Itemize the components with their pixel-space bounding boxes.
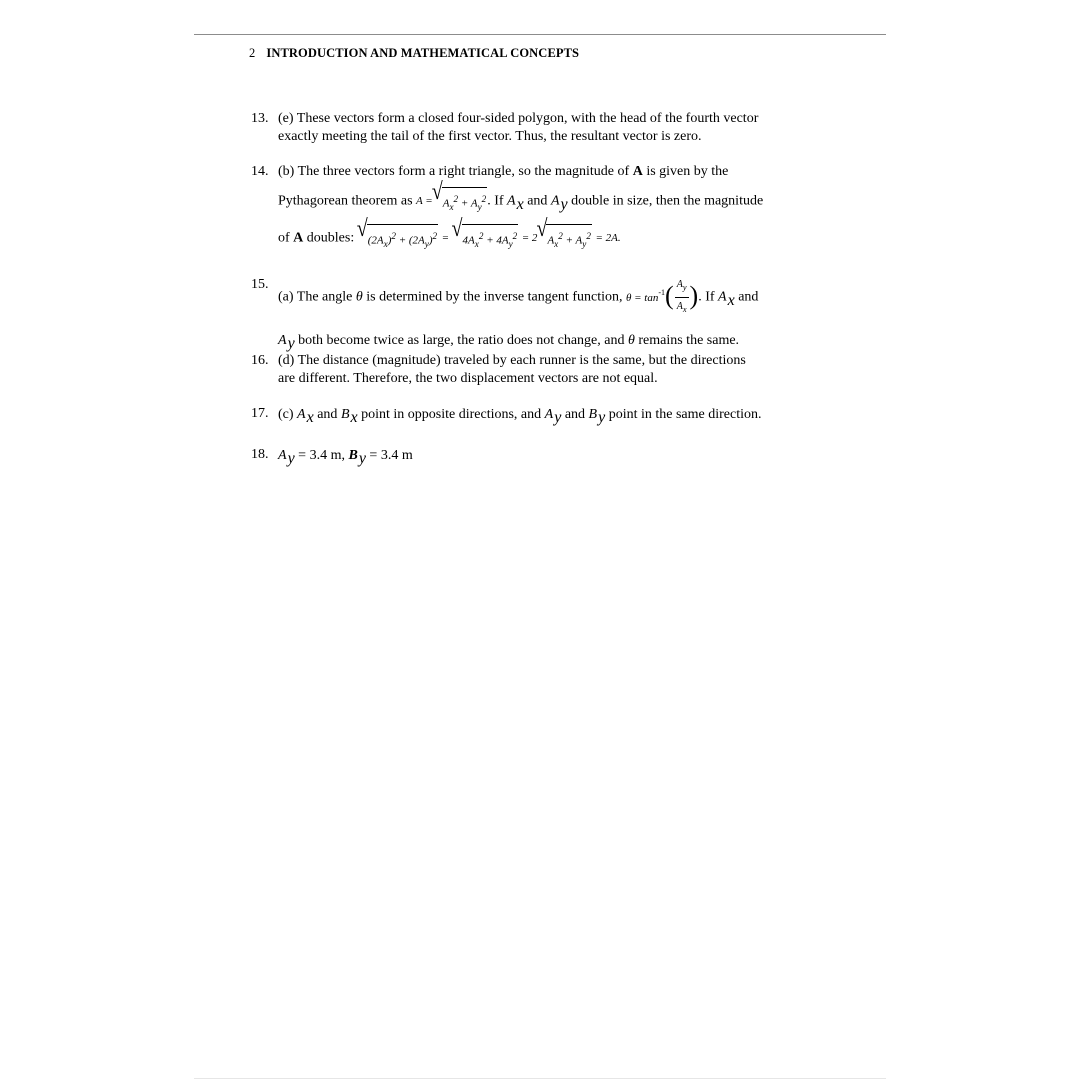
item-number: 17. — [251, 406, 269, 421]
answer-text-line — [278, 446, 861, 465]
var: B — [588, 407, 598, 422]
radicand: $(2A_x)^2 + (2A_y)^2$ — [367, 224, 438, 253]
fraction: $\frac{A_y}{A_x}$ — [675, 276, 689, 319]
answer-text-line: exactly meeting the tail of the first vector. Thus, the resultant vector is zero. — [278, 129, 702, 144]
answer-text-line — [278, 163, 861, 181]
answer-text-line — [278, 405, 861, 424]
answer-16 — [251, 352, 861, 388]
bold-vector: A — [293, 230, 304, 246]
text: . If — [698, 289, 719, 305]
text: is determined by the inverse tangent function, — [362, 289, 626, 305]
answer-text-line — [278, 187, 861, 216]
answer-text-line: (d) The distance (magnitude) traveled by each runner is the same, but the directions — [278, 353, 746, 368]
answer-text-line: are different. Therefore, the two displacement vectors are not equal. — [278, 371, 658, 386]
footer-rule — [194, 1078, 886, 1079]
sqrt-expression — [358, 224, 438, 253]
text: . If — [487, 193, 508, 209]
subscript: x — [727, 291, 735, 309]
subscript: y — [560, 195, 568, 213]
text: of — [278, 230, 294, 246]
sqrt-expression — [433, 187, 488, 216]
text: Pythagorean theorem as — [278, 193, 417, 209]
text: point in the same direction. — [605, 407, 762, 422]
math: = 2 — [521, 232, 538, 245]
var: A — [507, 193, 516, 209]
answer-17 — [251, 405, 861, 424]
answer-15 — [251, 276, 861, 350]
text: and — [313, 407, 341, 422]
radicand: $A_x^2 + A_y^2$ — [442, 187, 488, 216]
paren: ( — [665, 280, 674, 310]
chapter-title: INTRODUCTION AND MATHEMATICAL CONCEPTS — [266, 46, 580, 60]
sqrt-expression — [537, 224, 592, 253]
var: A — [297, 407, 306, 422]
var: A — [278, 333, 287, 348]
bold-vector: A — [632, 164, 643, 179]
answer-13 — [251, 110, 861, 146]
subscript: y — [554, 409, 562, 426]
subscript: x — [306, 409, 314, 426]
answer-text-line — [278, 224, 861, 253]
item-number: 18. — [251, 447, 269, 462]
answer-text-line: (e) These vectors form a closed four-sided polygon, with the head of the fourth vector — [278, 111, 759, 126]
text: = 3.4 m, — [294, 448, 349, 463]
running-header — [249, 46, 579, 61]
text: (a) The angle — [278, 289, 356, 305]
var: A — [718, 289, 727, 305]
math: = — [441, 232, 450, 245]
theta-symbol: θ — [355, 289, 363, 305]
subscript: x — [350, 409, 358, 426]
subscript: y — [598, 409, 606, 426]
sqrt-expression — [453, 224, 519, 253]
page-number: 2 — [249, 46, 256, 60]
text: = 3.4 m — [365, 448, 413, 463]
item-number: 16. — [251, 353, 269, 368]
text: and — [734, 289, 759, 305]
radicand: $A_x^2 + A_y^2$ — [546, 224, 592, 253]
answer-14 — [251, 163, 861, 253]
text: (b) The three vectors form a right triangle, so the magnitude of — [278, 164, 633, 179]
radicand: $4A_x^2 + 4A_y^2$ — [462, 224, 519, 253]
item-number: 15. — [251, 277, 269, 292]
text: double in size, then the magnitude — [567, 193, 764, 209]
text: is given by the — [642, 164, 729, 179]
var: B — [348, 448, 358, 463]
answer-18 — [251, 446, 861, 465]
text: both become twice as large, the ratio does not change, and — [294, 333, 628, 348]
text: point in opposite directions, and — [357, 407, 545, 422]
math: θ = tan — [625, 291, 659, 304]
text: (c) — [278, 407, 298, 422]
subscript: y — [287, 450, 295, 467]
answer-text-line — [278, 331, 861, 350]
text: remains the same. — [634, 333, 740, 348]
item-number: 13. — [251, 111, 269, 126]
var: A — [278, 448, 287, 463]
item-number: 14. — [251, 164, 269, 179]
paren: ) — [689, 280, 699, 310]
subscript: x — [516, 195, 524, 213]
var: A — [550, 193, 560, 209]
var: B — [340, 407, 350, 422]
text: and — [561, 407, 589, 422]
text: doubles: — [303, 230, 358, 246]
answer-text-line: (a) The angle θ is determined by the inverse tangent function, $\theta = \tan^{-1}$( $\frac{A_y}{A_x}$ ). If Ax and — [278, 276, 861, 319]
theta-symbol: θ — [627, 333, 635, 348]
text: and — [523, 193, 551, 209]
subscript: y — [287, 335, 295, 352]
var: A — [544, 407, 554, 422]
math-lhs: A = — [416, 195, 433, 208]
math: = 2A. — [595, 232, 621, 245]
subscript: y — [358, 450, 366, 467]
header-rule — [194, 34, 886, 35]
